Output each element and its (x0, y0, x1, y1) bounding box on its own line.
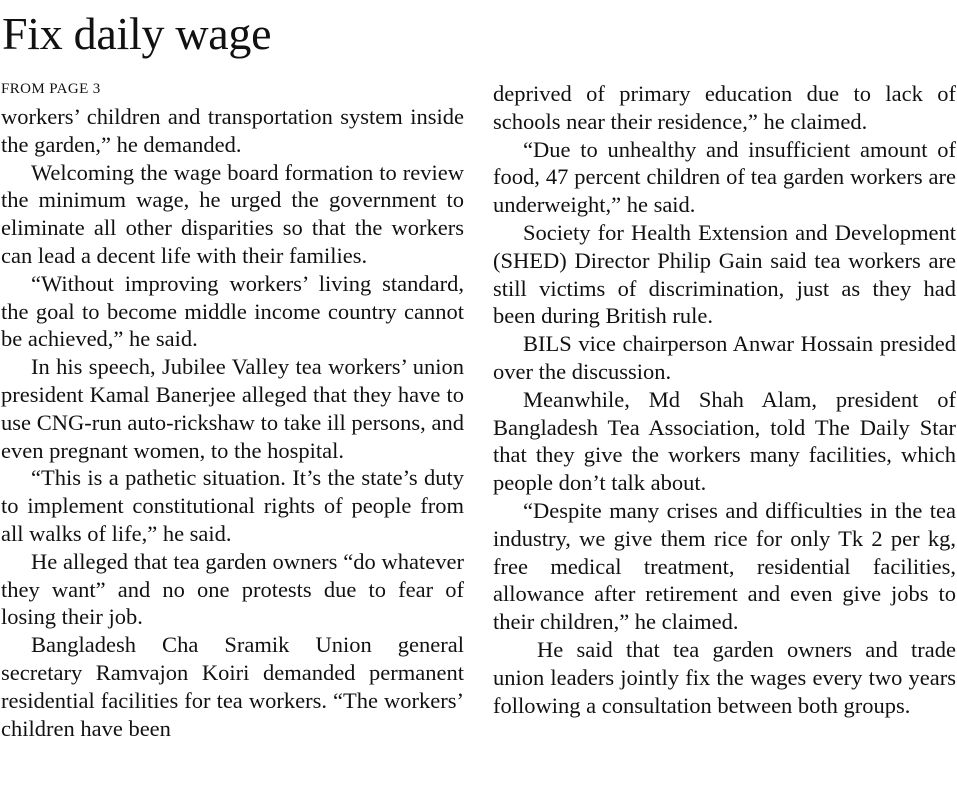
paragraph: Bangladesh Cha Sramik Union general secretary Ramvajon Koiri demanded permanent residential facilities for tea workers. “The workers’ children have been (1, 632, 464, 741)
headline: Fix daily wage (2, 8, 272, 59)
jump-line: FROM PAGE 3 (1, 81, 101, 97)
paragraph: Society for Health Extension and Development (SHED) Director Philip Gain said tea workers are still victims of discrimination, just as they had been during British rule. (493, 219, 956, 329)
paragraph: “Without improving workers’ living standard, the goal to become middle income country cannot be achieved,” he said. (1, 270, 464, 352)
paragraph: “Despite many crises and difficulties in the tea industry, we give them rice for only Tk 2 per kg, free medical treatment, residential facilities, allowance after retirement and even give jobs to their children,” he claimed. (493, 497, 956, 635)
paragraph: He alleged that tea garden owners “do whatever they want” and no one protests due to fear of losing their job. (1, 548, 464, 630)
right-column (493, 80, 956, 719)
paragraph: “This is a pathetic situation. It’s the state’s duty to implement constitutional rights of people from all walks of life,” he said. (1, 465, 464, 546)
left-column (1, 103, 464, 742)
paragraph: Meanwhile, Md Shah Alam, president of Bangladesh Tea Association, told The Daily Star that they give the workers many facilities, which people don’t talk about. (493, 386, 956, 496)
paragraph-continuation: deprived of primary education due to lack of schools near their residence,” he claimed. (493, 81, 956, 134)
paragraph: Welcoming the wage board formation to review the minimum wage, he urged the government to eliminate all other disparities so that the workers can lead a decent life with their families. (1, 159, 464, 268)
paragraph-continuation: workers’ children and transportation system inside the garden,” he demanded. (1, 104, 464, 157)
paragraph: “Due to unhealthy and insufficient amount of food, 47 percent children of tea garden workers are underweight,” he said. (493, 136, 956, 218)
paragraph: BILS vice chairperson Anwar Hossain presided over the discussion. (493, 331, 956, 384)
paragraph: He said that tea garden owners and trade union leaders jointly fix the wages every two years following a consultation between both groups. (493, 636, 956, 718)
paragraph: In his speech, Jubilee Valley tea workers’ union president Kamal Banerjee alleged that they have to use CNG-run auto-rickshaw to take ill persons, and even pregnant women, to the hospital. (1, 354, 464, 463)
